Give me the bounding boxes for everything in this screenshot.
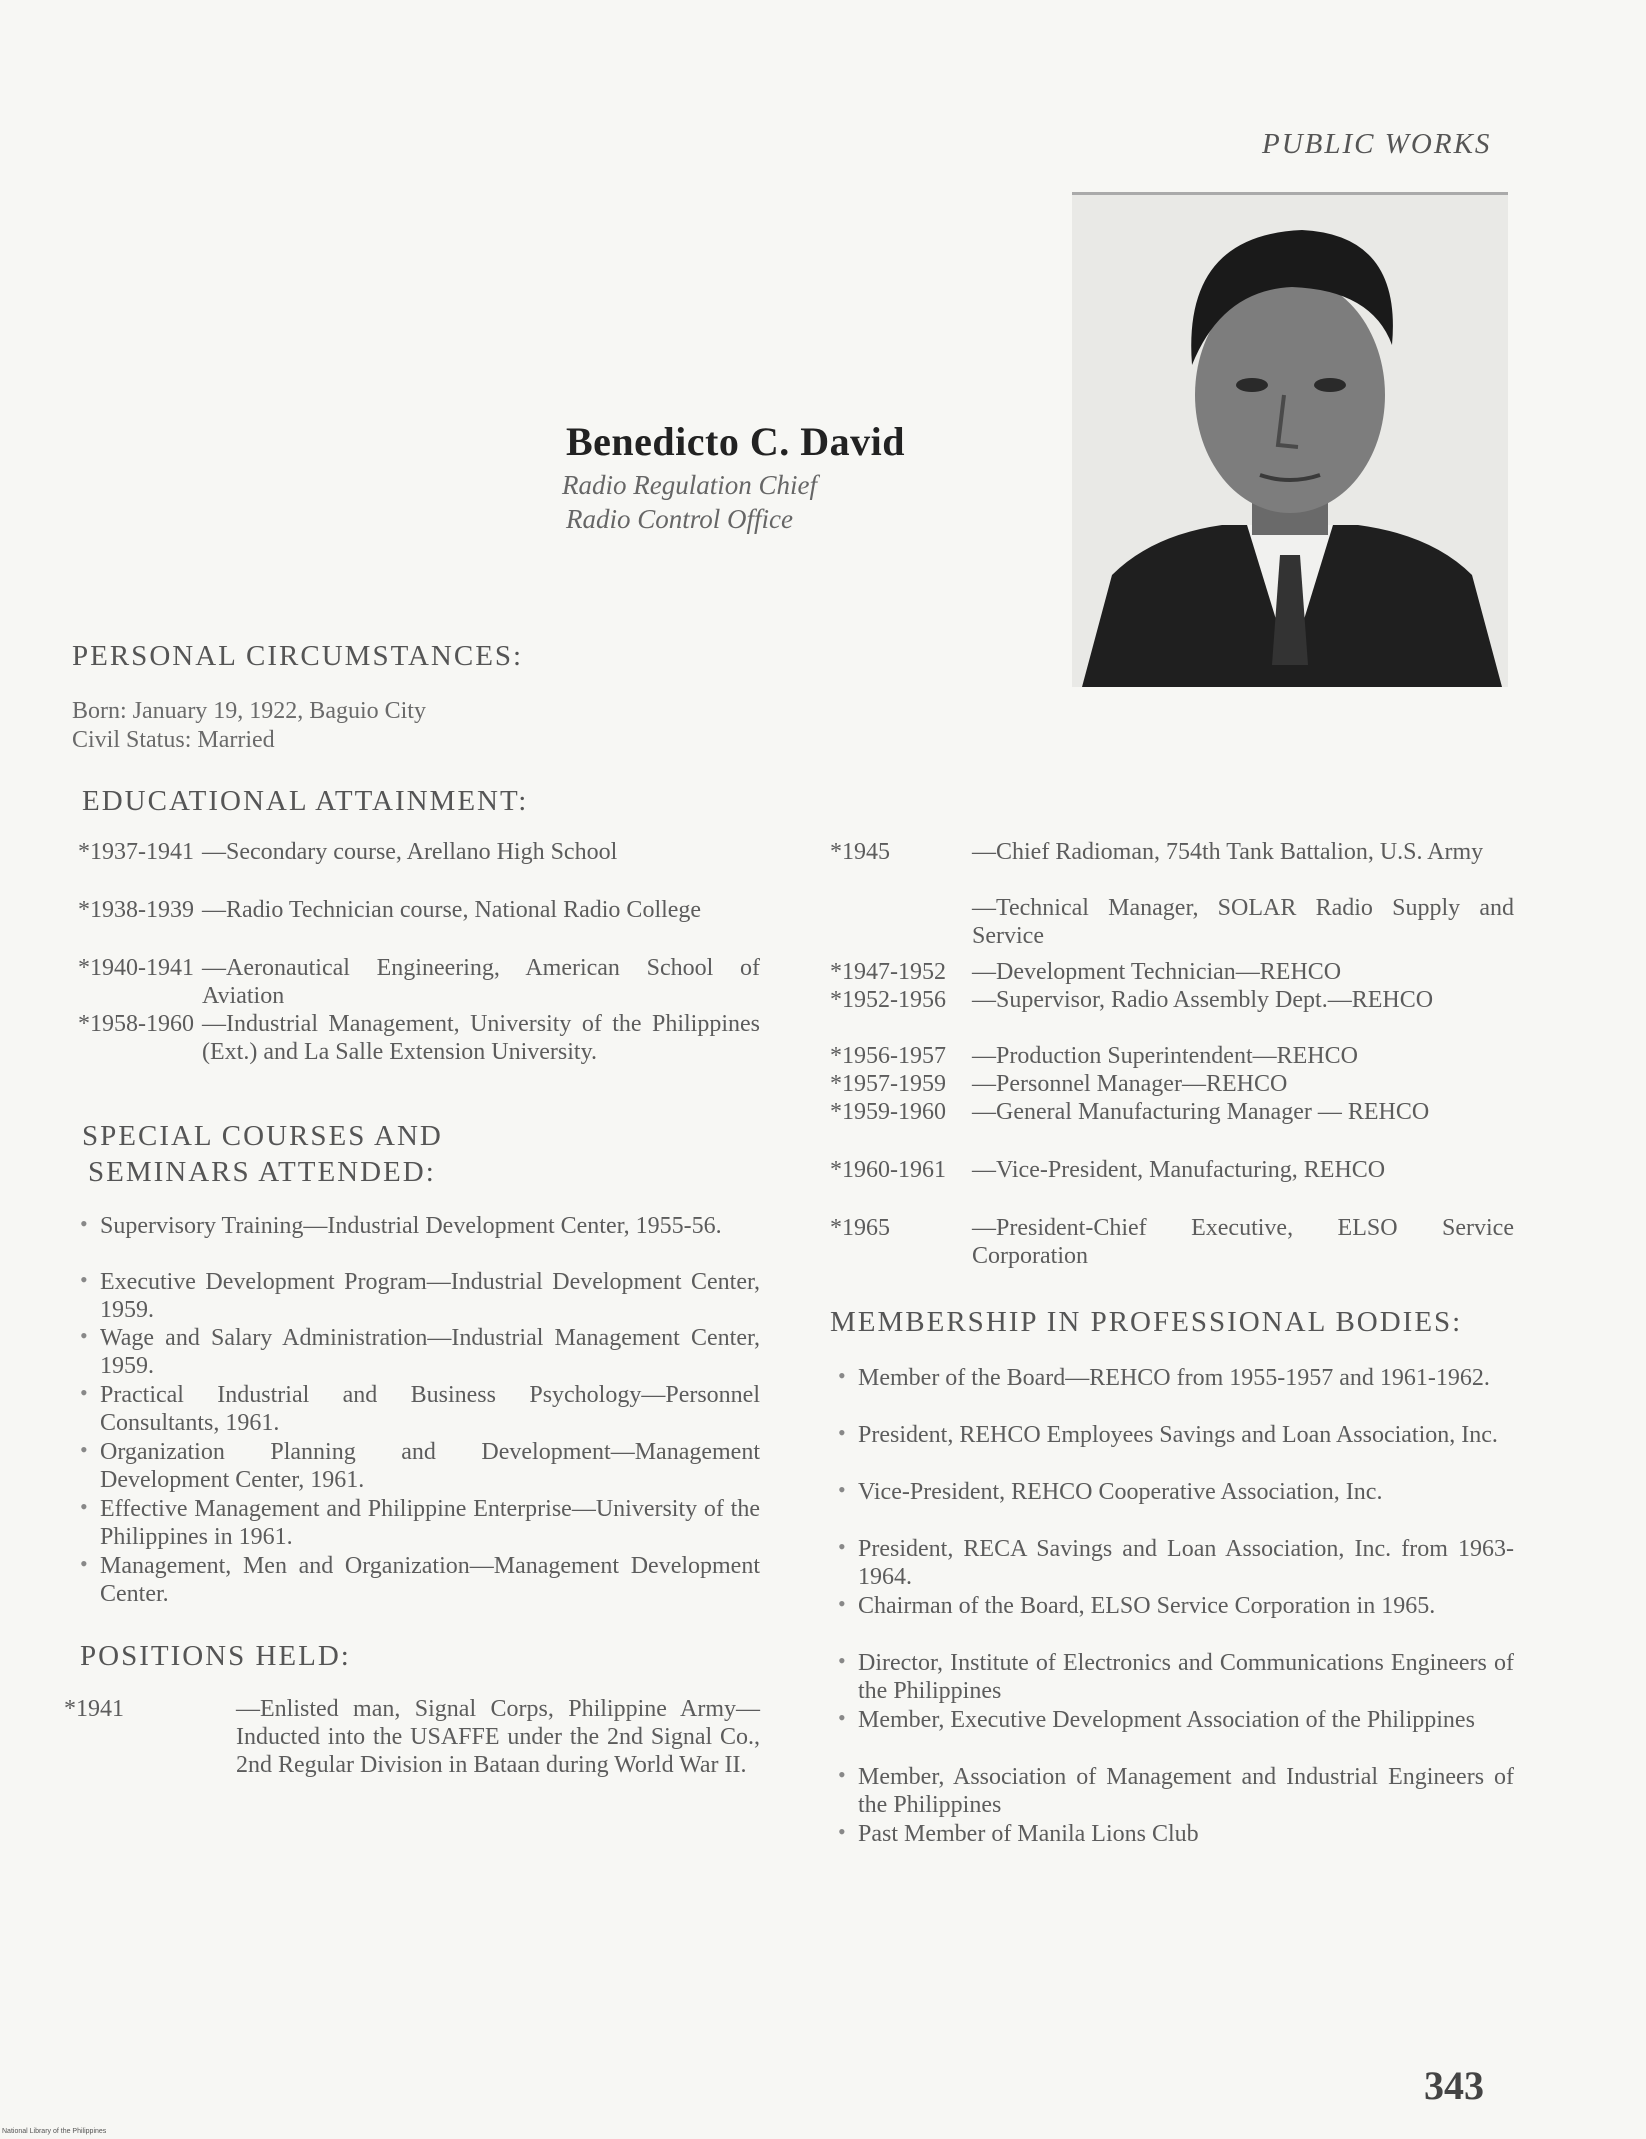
position-text: —Development Technician—REHCO [972, 959, 1342, 985]
education-text: —Radio Technician course, National Radio College [202, 897, 702, 923]
membership-item: • Member of the Board—REHCO from 1955-1957 and 1961-1962. [838, 1363, 1490, 1391]
membership-text: President, REHCO Employees Savings and Loan Association, Inc. [858, 1422, 1498, 1448]
course-item: • Organization Planning and Development—Management Development Center, 1961. [80, 1437, 760, 1493]
membership-text: Chairman of the Board, ELSO Service Corporation in 1965. [858, 1593, 1436, 1619]
course-text: Executive Development Program—Industrial Development Center, 1959. [100, 1269, 760, 1323]
membership-text: Vice-President, REHCO Cooperative Association, Inc. [858, 1479, 1383, 1505]
position-years: *1959-1960 [830, 1099, 946, 1125]
course-text: Effective Management and Philippine Enterprise—University of the Philippines in 1961. [100, 1496, 760, 1550]
membership-item: • Member, Executive Development Association of the Philippines [838, 1705, 1475, 1733]
course-text: Organization Planning and Development—Management Development Center, 1961. [100, 1439, 760, 1493]
course-item: • Executive Development Program—Industrial Development Center, 1959. [80, 1267, 760, 1323]
page-number: 343 [1424, 2063, 1484, 2108]
position-text: —Chief Radioman, 754th Tank Battalion, U.S. Army [972, 839, 1484, 865]
membership-text: Past Member of Manila Lions Club [858, 1821, 1199, 1847]
courses-heading-line2: SEMINARS ATTENDED: [88, 1156, 436, 1188]
portrait-figure [1072, 195, 1508, 687]
course-text: Management, Men and Organization—Management Development Center. [100, 1553, 760, 1607]
course-item: • Supervisory Training—Industrial Development Center, 1955-56. [80, 1211, 722, 1239]
civil-status-line: Civil Status: Married [72, 727, 275, 753]
membership-item: • Member, Association of Management and Industrial Engineers of the Philippines [838, 1762, 1514, 1818]
section-title: PUBLIC WORKS [1262, 128, 1492, 160]
membership-text: President, RECA Savings and Loan Association, Inc. from 1963-1964. [858, 1536, 1514, 1590]
position-text: —Production Superintendent—REHCO [972, 1043, 1358, 1069]
position-text: —Supervisor, Radio Assembly Dept.—REHCO [972, 987, 1434, 1013]
education-years: *1940-1941 [78, 955, 194, 981]
education-years: *1958-1960 [78, 1011, 194, 1037]
course-item: • Practical Industrial and Business Psychology—Personnel Consultants, 1961. [80, 1380, 760, 1436]
position-years: *1952-1956 [830, 987, 946, 1013]
course-text: Wage and Salary Administration—Industrial Management Center, 1959. [100, 1325, 760, 1379]
position-years: *1965 [830, 1215, 890, 1241]
membership-text: Director, Institute of Electronics and Communications Engineers of the Philippines [858, 1650, 1514, 1704]
membership-item: • Vice-President, REHCO Cooperative Association, Inc. [838, 1477, 1383, 1505]
membership-text: Member, Association of Management and Industrial Engineers of the Philippines [858, 1764, 1514, 1818]
course-text: Practical Industrial and Business Psychology—Personnel Consultants, 1961. [100, 1382, 760, 1436]
position-text: —Enlisted man, Signal Corps, Philippine Army—Inducted into the USAFFE under the 2nd Signal Co., 2nd Regular Division in Bataan during World War II. [236, 1696, 760, 1778]
education-years: *1937-1941 [78, 839, 194, 865]
membership-text: Member, Executive Development Association of the Philippines [858, 1707, 1475, 1733]
position-years: *1947-1952 [830, 959, 946, 985]
personal-heading: PERSONAL CIRCUMSTANCES: [72, 640, 524, 672]
membership-heading: MEMBERSHIP IN PROFESSIONAL BODIES: [830, 1306, 1463, 1338]
position-text: —Personnel Manager—REHCO [972, 1071, 1288, 1097]
position-years: *1945 [830, 839, 890, 865]
credit-line: National Library of the Philippines [2, 2128, 107, 2135]
portrait-photo [1072, 192, 1508, 687]
education-text: —Secondary course, Arellano High School [202, 839, 618, 865]
person-title: Radio Regulation Chief [562, 470, 817, 500]
education-text: —Aeronautical Engineering, American School of Aviation [202, 955, 760, 1009]
position-years: *1957-1959 [830, 1071, 946, 1097]
course-item: • Wage and Salary Administration—Industrial Management Center, 1959. [80, 1323, 760, 1379]
course-item: • Management, Men and Organization—Management Development Center. [80, 1551, 760, 1607]
membership-item: • President, REHCO Employees Savings and Loan Association, Inc. [838, 1420, 1498, 1448]
membership-item: • Past Member of Manila Lions Club [838, 1819, 1199, 1847]
course-item: • Effective Management and Philippine Enterprise—University of the Philippines in 1961. [80, 1494, 760, 1550]
person-name: Benedicto C. David [566, 419, 905, 464]
course-text: Supervisory Training—Industrial Development Center, 1955-56. [100, 1213, 722, 1239]
position-years: *1956-1957 [830, 1043, 946, 1069]
education-text: —Industrial Management, University of the Philippines (Ext.) and La Salle Extension University. [202, 1011, 760, 1065]
position-years: *1960-1961 [830, 1157, 946, 1183]
position-text: —Technical Manager, SOLAR Radio Supply and Service [972, 895, 1514, 949]
position-years: *1941 [64, 1696, 124, 1722]
education-heading: EDUCATIONAL ATTAINMENT: [82, 785, 529, 817]
membership-item: • Chairman of the Board, ELSO Service Corporation in 1965. [838, 1591, 1436, 1619]
position-text: —Vice-President, Manufacturing, REHCO [972, 1157, 1386, 1183]
positions-heading: POSITIONS HELD: [80, 1640, 351, 1672]
education-years: *1938-1939 [78, 897, 194, 923]
membership-text: Member of the Board—REHCO from 1955-1957 and 1961-1962. [858, 1365, 1490, 1391]
person-office: Radio Control Office [566, 504, 793, 534]
born-line: Born: January 19, 1922, Baguio City [72, 698, 426, 724]
position-text: —General Manufacturing Manager — REHCO [972, 1099, 1430, 1125]
position-text: —President-Chief Executive, ELSO Service Corporation [972, 1215, 1514, 1269]
membership-item: • Director, Institute of Electronics and Communications Engineers of the Philippines [838, 1648, 1514, 1704]
courses-heading-line1: SPECIAL COURSES AND [82, 1120, 443, 1152]
membership-item: • President, RECA Savings and Loan Association, Inc. from 1963-1964. [838, 1534, 1514, 1590]
